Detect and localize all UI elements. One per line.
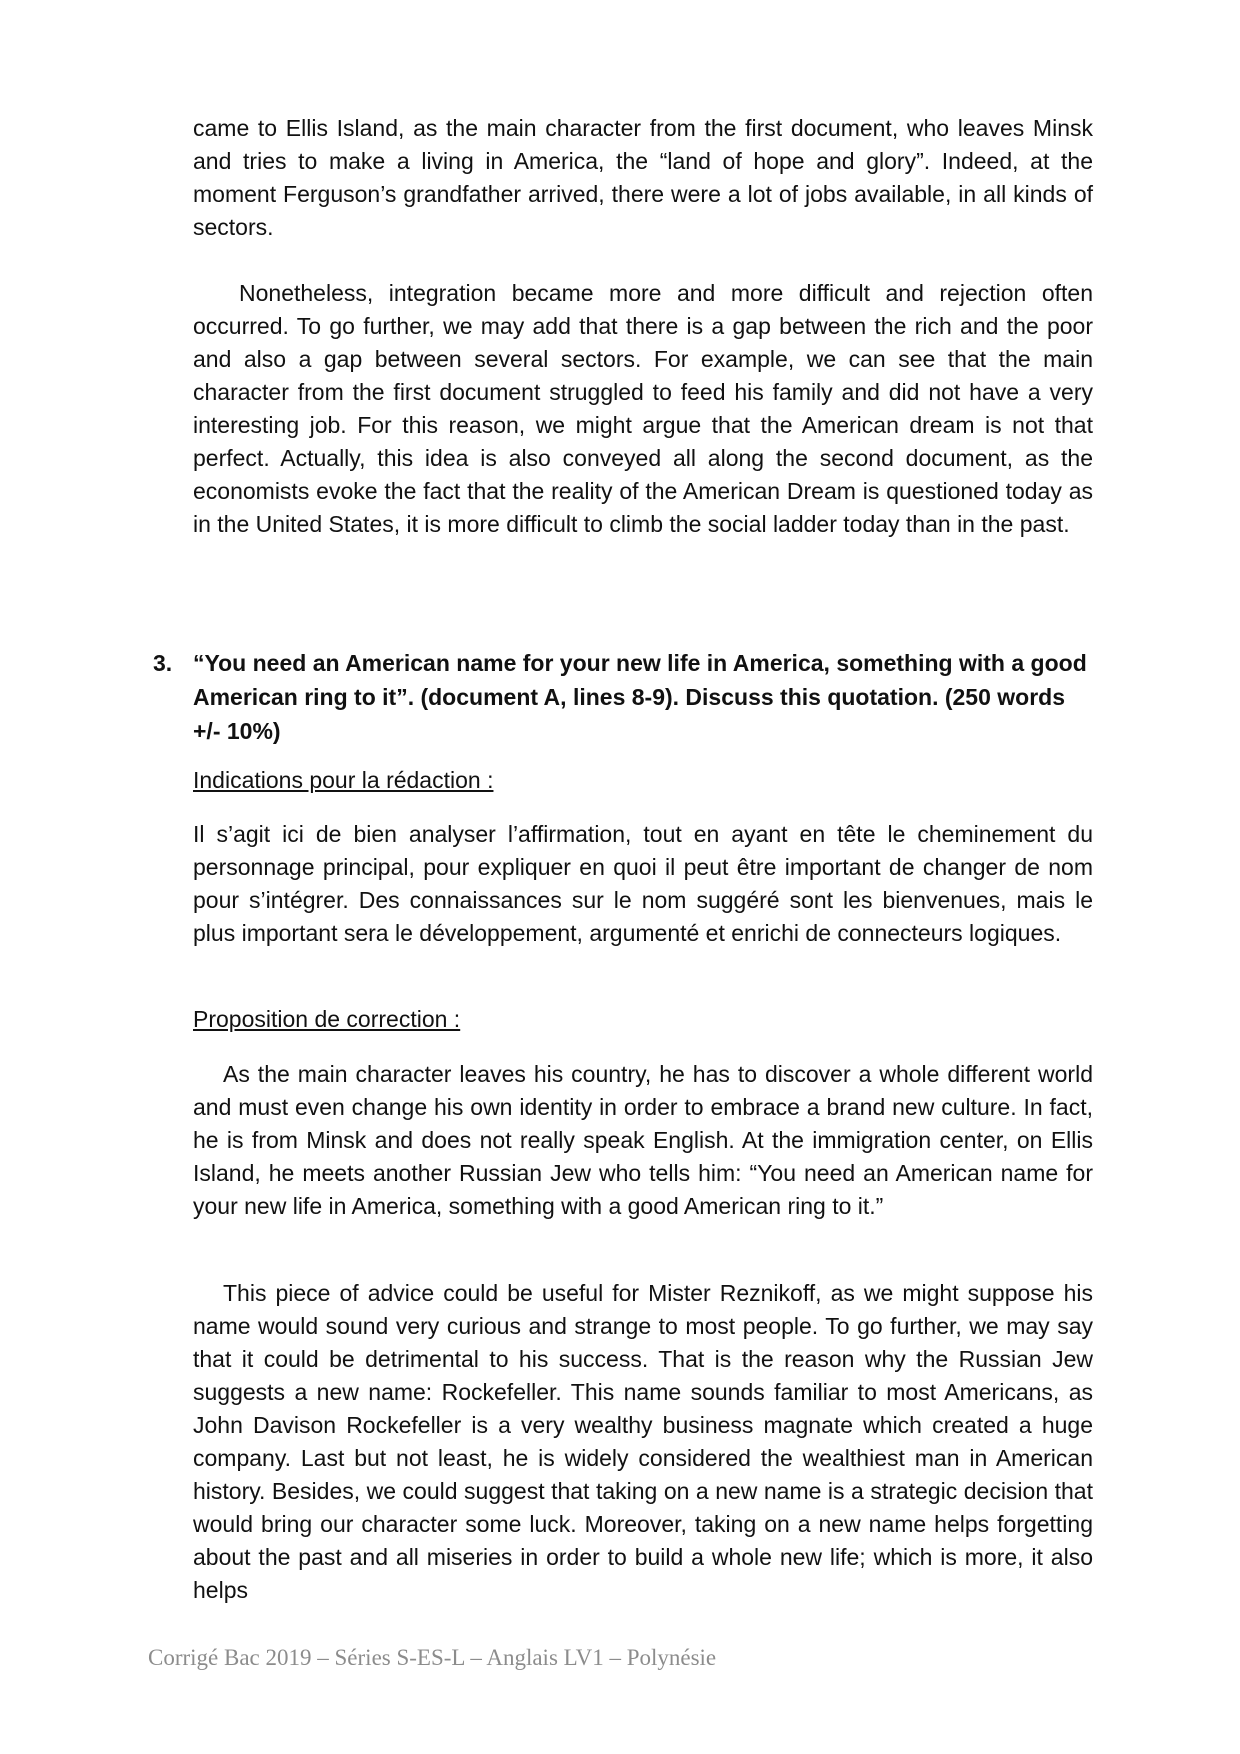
body-paragraph-integration: Nonetheless, integration became more and more difficult and rejection often occurred. To go further, we may add that there is a gap between the rich and the poor and also a gap between several sectors. For example, we can see that the main character from the first document struggled to feed his family and did not have a very interesting job. For this reason, we might argue that the American dream is not that perfect. Actually, this idea is also conveyed all along the second document, as the economists evoke the fact that the reality of the American Dream is questioned today as in the United States, it is more difficult to climb the social ladder today than in the past. [193, 280, 1093, 537]
question-3 [153, 646, 1093, 748]
question-text: “You need an American name for your new life in America, something with a good American ring to it”. (document A, lines 8-9). Discuss this quotation. (250 words +/- 10%) [193, 650, 1087, 744]
correction-heading: Proposition de correction : [193, 1006, 461, 1032]
body-paragraph-ellis-island: came to Ellis Island, as the main character from the first document, who leaves Minsk and tries to make a living in America, the “land of hope and glory”. Indeed, at the moment Ferguson’s grandfather arrived, there were a lot of jobs available, in all kinds of sectors. [193, 115, 1093, 240]
indications-heading: Indications pour la rédaction : [193, 767, 494, 793]
indications-paragraph: Il s’agit ici de bien analyser l’affirmation, tout en ayant en tête le cheminement du personnage principal, pour expliquer en quoi il peut être important de changer de nom pour s’intégrer. Des connaissances sur le nom suggéré sont les bienvenues, mais le plus important sera le développement, argumenté et enrichi de connecteurs logiques. [193, 821, 1093, 946]
page-footer: Corrigé Bac 2019 – Séries S-ES-L – Anglais LV1 – Polynésie [148, 1645, 717, 1670]
correction-paragraph-1: As the main character leaves his country, he has to discover a whole different world and must even change his own identity in order to embrace a brand new culture. In fact, he is from Minsk and does not really speak English. At the immigration center, on Ellis Island, he meets another Russian Jew who tells him: “You need an American name for your new life in America, something with a good American ring to it.” [193, 1061, 1093, 1219]
correction-paragraph-2: This piece of advice could be useful for Mister Reznikoff, as we might suppose his name would sound very curious and strange to most people. To go further, we may say that it could be detrimental to his success. That is the reason why the Russian Jew suggests a new name: Rockefeller. This name sounds familiar to most Americans, as John Davison Rockefeller is a very wealthy business magnate which created a huge company. Last but not least, he is widely considered the wealthiest man in American history. Besides, we could suggest that taking on a new name is a strategic decision that would bring our character some luck. Moreover, taking on a new name helps forgetting about the past and all miseries in order to build a whole new life; which is more, it also helps [193, 1280, 1093, 1603]
question-number: 3. [153, 650, 173, 676]
